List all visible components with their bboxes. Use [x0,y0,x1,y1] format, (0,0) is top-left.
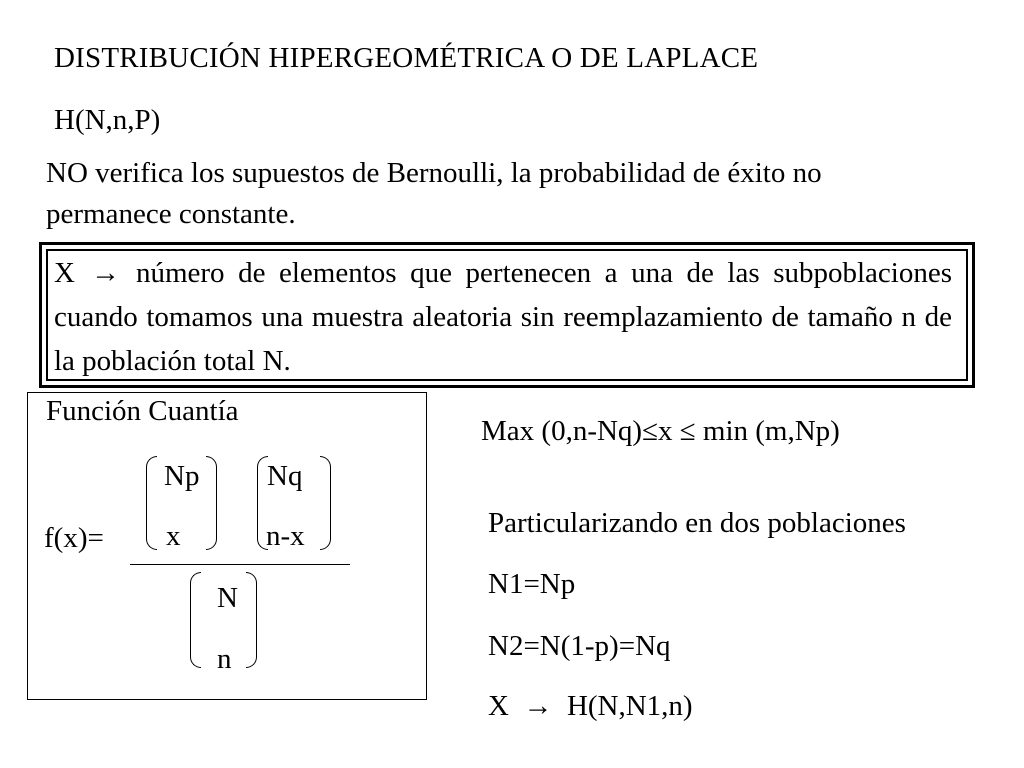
slide-title: DISTRIBUCIÓN HIPERGEOMÉTRICA O DE LAPLACE [54,42,759,74]
right-bracket [206,456,217,550]
definition-description: número de elementos que pertenecen a una de las subpoblaciones cuando tomamos una muestra aleatoria sin reemplazamiento de tamaño n de la población total N. [54,257,952,377]
particular-line-3: X → H(N,N1,n) [488,690,693,722]
comb2-bottom: n-x [266,520,305,552]
right-bracket [320,456,331,550]
definition-text [54,251,952,383]
comb3-bottom: n [217,643,232,675]
particular-line-2: N2=N(1-p)=Nq [488,630,671,662]
function-lhs: f(x)= [44,522,104,554]
comb1-top: Np [164,460,200,492]
left-bracket [190,572,201,668]
definition-box [39,242,975,388]
particular-line-1: N1=Np [488,568,576,600]
comb2-top: Nq [267,460,303,492]
support-range: Max (0,n-Nq)≤x ≤ min (m,Np) [481,415,840,447]
particular-heading: Particularizando en dos poblaciones [488,507,906,539]
left-bracket [146,456,157,550]
distribution-notation: H(N,n,P) [54,104,161,136]
definition-variable: X [54,257,75,289]
comb3-top: N [217,582,238,614]
function-title: Función Cuantía [46,395,239,427]
comb1-bottom: x [166,520,181,552]
intro-paragraph: NO verifica los supuestos de Bernoulli, la probabilidad de éxito no permanece constante. [46,157,822,230]
arrow-icon: → [90,257,120,289]
right-bracket [246,572,257,668]
fraction-line [130,564,350,565]
